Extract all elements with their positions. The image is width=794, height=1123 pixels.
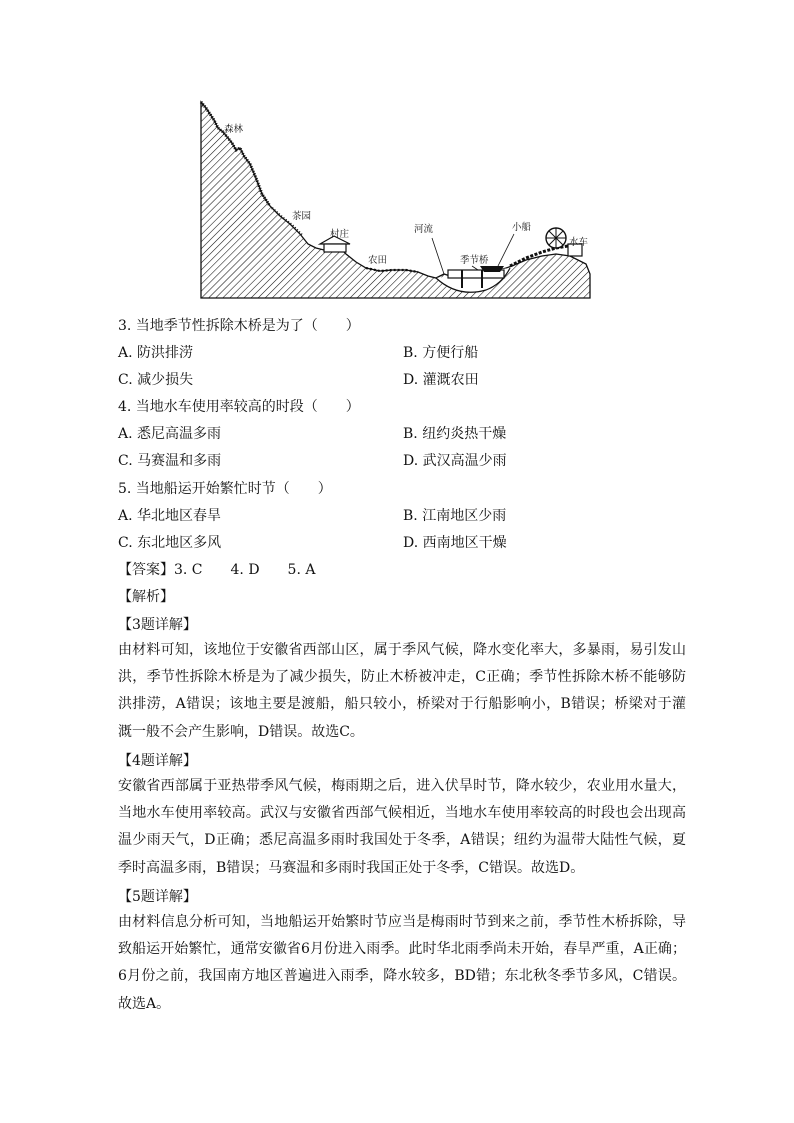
label-water-wheel: 水车 — [569, 237, 589, 248]
detail-4-row: 季时高温多雨，B错误；马赛温和多雨时我国正处于冬季，C错误。故选D。 — [118, 859, 585, 876]
question-4-stem: 4. 当地水车使用率较高的时段（ ） — [118, 399, 360, 415]
question-3-option-a: A. 防洪排涝 — [118, 345, 194, 361]
detail-4-heading: 【4题详解】 — [118, 753, 197, 769]
detail-4-row: 当地水车使用率较高。武汉与安徽省西部气候相近，当地水车使用率较高的时段也会出现高 — [118, 805, 686, 822]
terrain-profile — [201, 102, 590, 298]
terrain-cross-section-figure — [196, 98, 596, 302]
question-5-option-b: B. 江南地区少雨 — [403, 508, 507, 524]
detail-3-heading: 【3题详解】 — [118, 617, 197, 633]
detail-3-row: 溉一般不会产生影响，D错误。故选C。 — [118, 723, 364, 740]
detail-3-paragraph — [118, 637, 686, 746]
detail-4-row: 安徽省西部属于亚热带季风气候，梅雨期之后，进入伏旱时节，降水较少，农业用水量大， — [118, 778, 686, 794]
detail-5-row: 致船运开始繁忙，通常安徽省6月份进入雨季。此时华北雨季尚未开始，春旱严重，A正确； — [118, 941, 686, 958]
answer-line: 【答案】3. C 4. D 5. A — [118, 562, 316, 578]
label-seasonal-bridge: 季节桥 — [460, 255, 489, 266]
detail-3-row: 洪，季节性拆除木桥是为了减少损失，防止木桥被冲走，C正确；季节性拆除木桥不能够防 — [118, 669, 686, 686]
question-3-stem: 3. 当地季节性拆除木桥是为了（ ） — [118, 318, 360, 334]
label-farmland: 农田 — [368, 255, 388, 266]
question-3-option-c: C. 减少损失 — [118, 372, 194, 388]
question-4-option-a: A. 悉尼高温多雨 — [118, 426, 222, 442]
detail-5-heading: 【5题详解】 — [118, 889, 197, 905]
detail-5-row: 由材料信息分析可知，当地船运开始繁时节应当是梅雨时节到来之前，季节性木桥拆除，导 — [118, 914, 686, 930]
detail-4-row: 温少雨天气，D正确；悉尼高温多雨时我国处于冬季，A错误；纽约为温带大陆性气候，夏 — [118, 832, 686, 849]
question-3-option-b: B. 方便行船 — [403, 345, 479, 361]
question-5-option-d: D. 西南地区干燥 — [403, 535, 507, 551]
question-4-option-c: C. 马赛温和多雨 — [118, 453, 222, 469]
question-3-option-d: D. 灌溉农田 — [403, 372, 479, 388]
detail-3-row: 洪排涝，A错误；该地主要是渡船，船只较小，桥梁对于行船影响小，B错误；桥梁对于灌 — [118, 696, 686, 713]
label-river: 河流 — [414, 224, 434, 235]
detail-5-paragraph — [118, 909, 686, 1018]
label-boat: 小船 — [512, 222, 532, 233]
question-5-option-c: C. 东北地区多风 — [118, 535, 222, 551]
detail-4-paragraph — [118, 773, 686, 882]
question-4-option-b: B. 纽约炎热干燥 — [403, 426, 507, 442]
label-village: 村庄 — [330, 229, 350, 240]
label-forest: 森林 — [224, 124, 244, 135]
question-5-option-a: A. 华北地区春旱 — [118, 508, 222, 524]
detail-3-row: 由材料可知，该地位于安徽省西部山区，属于季风气候，降水变化率大，多暴雨，易引发山 — [118, 642, 686, 658]
label-tea-garden: 茶园 — [292, 211, 312, 222]
analysis-heading: 【解析】 — [118, 589, 174, 605]
boat — [480, 266, 504, 272]
detail-5-row: 6月份之前，我国南方地区普遍进入雨季，降水较多，BD错；东北秋冬季节多风，C错误。 — [118, 968, 686, 985]
terrain-diagram — [196, 98, 596, 302]
detail-5-row: 故选A。 — [118, 995, 171, 1012]
question-4-option-d: D. 武汉高温少雨 — [403, 453, 507, 469]
question-5-stem: 5. 当地船运开始繁忙时节（ ） — [118, 481, 332, 497]
